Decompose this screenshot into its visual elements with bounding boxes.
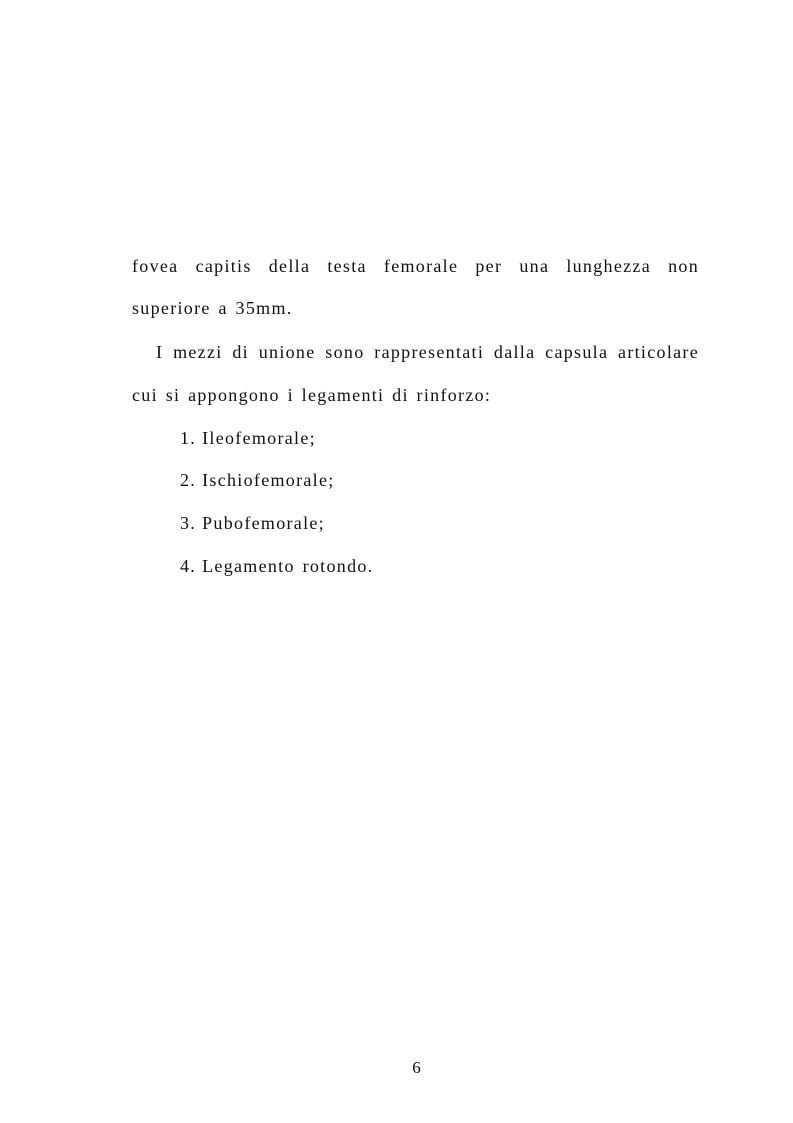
paragraph-1-line-2: superiore a 35mm.: [132, 298, 293, 318]
list-item-text: Ischiofemorale;: [202, 470, 335, 490]
list-item-number: 4.: [180, 556, 197, 576]
list-item-number: 1.: [180, 428, 197, 448]
page-number: 6: [412, 1058, 421, 1077]
list-item-2: [180, 468, 335, 492]
list-item-4: [180, 554, 373, 578]
paragraph-1-line-1: fovea capitis della testa femorale per una lunghezza non: [132, 256, 699, 276]
list-item-number: 3.: [180, 513, 197, 533]
paragraph-2-line-1: I mezzi di unione sono rappresentati dalla capsula articolare: [156, 342, 699, 362]
list-item-number: 2.: [180, 470, 197, 490]
list-item-text: Ileofemorale;: [202, 428, 316, 448]
paragraph-2-line-2: cui si appongono i legamenti di rinforzo:: [132, 385, 492, 405]
list-item-1: [180, 426, 316, 450]
list-item-text: Legamento rotondo.: [202, 556, 374, 576]
list-item-3: [180, 511, 325, 535]
list-item-text: Pubofemorale;: [202, 513, 325, 533]
